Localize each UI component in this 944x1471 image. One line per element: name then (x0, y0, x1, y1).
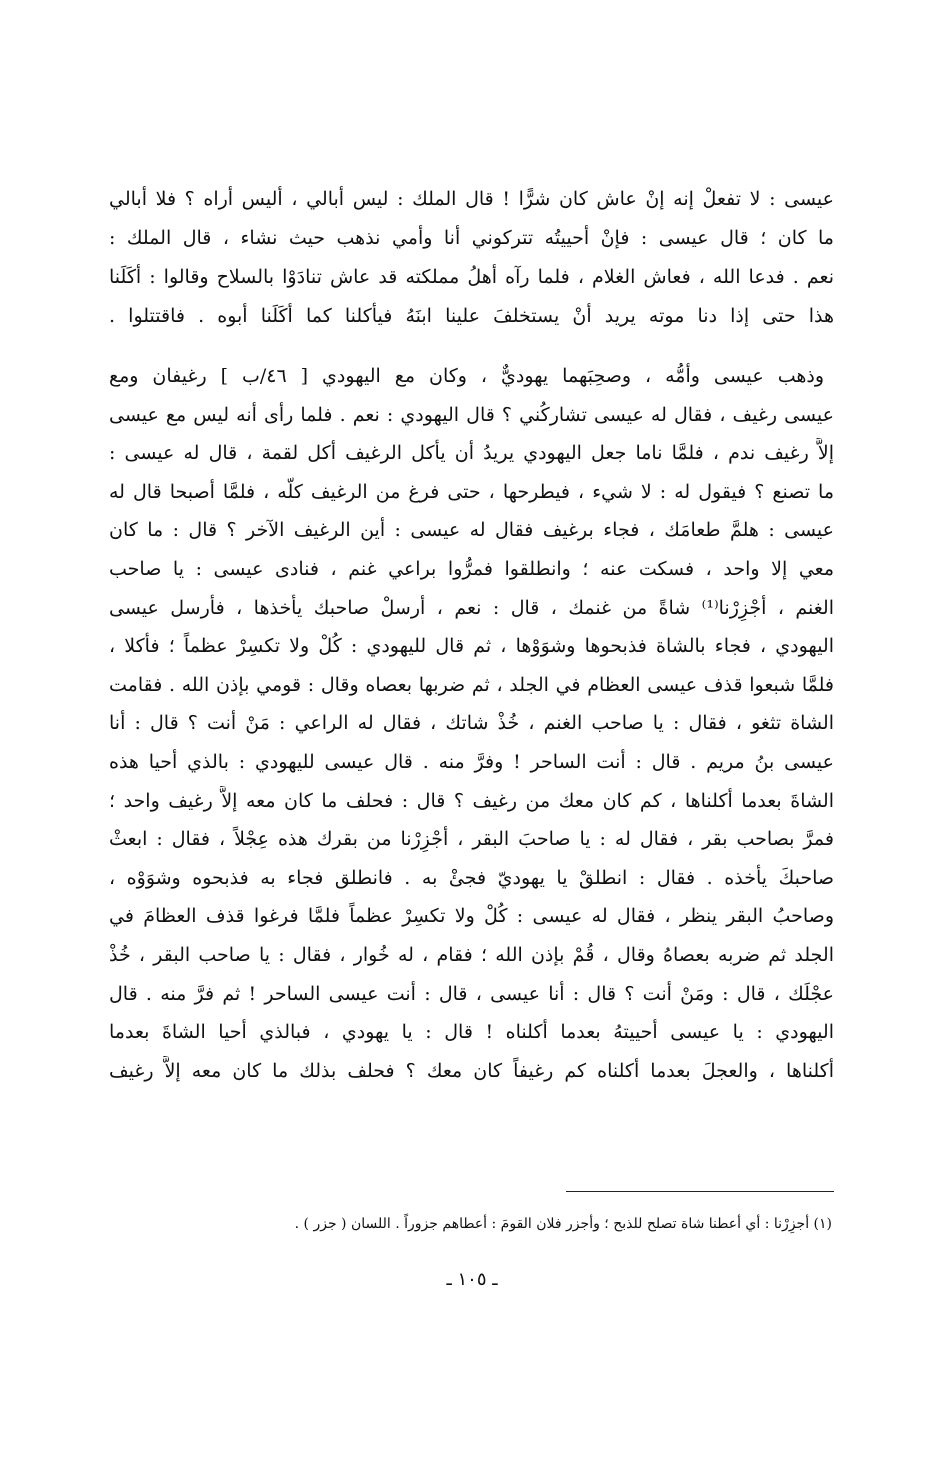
footnote-separator (566, 1191, 834, 1192)
text-line: عيسى بنُ مريم . قال : أنت الساحر ! وفرَّ منه . قال عيسى لليهودي : بالذي أحيا هذه (109, 751, 834, 773)
text-line: صاحبكَ يأخذه . فقال : انطلقْ يا يهوديّ فجئْ به . فانطلق فجاء به فذبحوه وشوَوْه ، (109, 867, 834, 889)
text-line: ما تصنع ؟ فيقول له : لا شيء ، فيطرحها ، حتى فرغ من الرغيف كلّه ، فلمَّا أصبحا قال له (109, 481, 834, 503)
text-line: نعم . فدعا الله ، فعاش الغلام ، فلما رآه أهلُ مملكته قد عاش تنادَوْا بالسلاح وقالوا : أكَلَنا (109, 266, 834, 288)
text-line: عيسى : لا تفعلْ إنه إنْ عاش كان شرًّا ! قال الملك : ليس أبالي ، أليس أراه ؟ فلا أبالي (109, 188, 834, 210)
text-line: الجلد ثم ضربه بعصاهُ وقال ، قُمْ بإذن الله ؛ فقام ، له خُوار ، فقال : يا صاحب البقر ، خُذْ (109, 944, 834, 966)
text-line: ما كان ؛ قال عيسى : فإنْ أحييتُه تتركوني أنا وأمي نذهب حيث نشاء ، قال الملك : (109, 227, 834, 249)
text-line: هذا حتى إذا دنا موته يريد أنْ يستخلفَ علينا ابنَهُ فيأكلنا كما أكَلَنا أبوه . فاقتتلوا . (109, 305, 834, 327)
text-line: إلاَّ رغيف ندم ، فلمَّا ناما جعل اليهودي يريدُ أن يأكل الرغيف أكل لقمة ، قال له عيسى : (109, 442, 834, 464)
text-line: وصاحبُ البقر ينظر ، فقال له عيسى : كُلْ ولا تكسِرْ عظماً فلمَّا فرغوا قذف العظامَ في (109, 905, 834, 927)
text-line: معي إلا واحد ، فسكت عنه ؛ وانطلقوا فمرُّوا براعي غنم ، فنادى عيسى : يا صاحب (109, 558, 834, 580)
text-line: الشاةَ بعدما أكلناها ، كم كان معك من رغيف ؟ قال : فحلف ما كان معه إلاَّ رغيف واحد ؛ (109, 790, 834, 812)
text-line: عيسى : هلمَّ طعامَك ، فجاء برغيف فقال له عيسى : أين الرغيف الآخر ؟ قال : ما كان (109, 519, 834, 541)
text-line: الغنم ، أجْزِرْنا⁽¹⁾ شاةً من غنمك ، قال : نعم ، أرسلْ صاحبك يأخذها ، فأرسل عيسى (109, 597, 834, 619)
text-line: اليهودي ، فجاء بالشاة فذبحوها وشوَوْها ، ثم قال لليهودي : كُلْ ولا تكسِرْ عظماً ؛ فأكلا ، (109, 635, 834, 657)
text-line: عجْلَك ، قال : ومَنْ أنت ؟ قال : أنا عيسى ، قال : أنت عيسى الساحر ! ثم فرَّ منه . قال (109, 983, 834, 1005)
text-line: أكلناها ، والعجلَ بعدما أكلناه كم رغيفاً كان معك ؟ فحلف بذلك ما كان معه إلاَّ رغيف (109, 1060, 834, 1082)
text-line: اليهودي : يا عيسى أحييتهُ بعدما أكلناه ! قال : يا يهودي ، فبالذي أحيا الشاةَ بعدما (109, 1021, 834, 1043)
page-number: ـ ١٠٥ ـ (446, 1269, 498, 1290)
text-line: فلمَّا شبعوا قذف عيسى العظام في الجلد ، ثم ضربها بعصاه وقال : قومي بإذن الله . فقامت (109, 674, 834, 696)
paragraph-first-line: وذهب عيسى وأمُّه ، وصحِبَهما يهوديٌّ ، وكان مع اليهودي [ ٤٦/ب ] رغيفان ومع (109, 365, 824, 387)
text-line: فمرَّ بصاحب بقر ، فقال له : يا صاحبَ البقر ، أجْزِرْنا من بقرك هذه عِجْلاً ، فقال : ابعثْ (109, 828, 834, 850)
footnote: (١) أجزِرْنا : أي أعطنا شاة تصلح للذبح ؛ وأجزر فلان القومَ : أعطاهم جزوراً . اللسان ( جزر ) . (294, 1216, 832, 1232)
text-line: الشاة تثغو ، فقال : يا صاحب الغنم ، خُذْ شاتك ، فقال له الراعي : مَنْ أنت ؟ قال : أنا (109, 712, 834, 734)
text-line: عيسى رغيف ، فقال له عيسى تشاركُني ؟ قال اليهودي : نعم . فلما رأى أنه ليس مع عيسى (109, 404, 834, 426)
